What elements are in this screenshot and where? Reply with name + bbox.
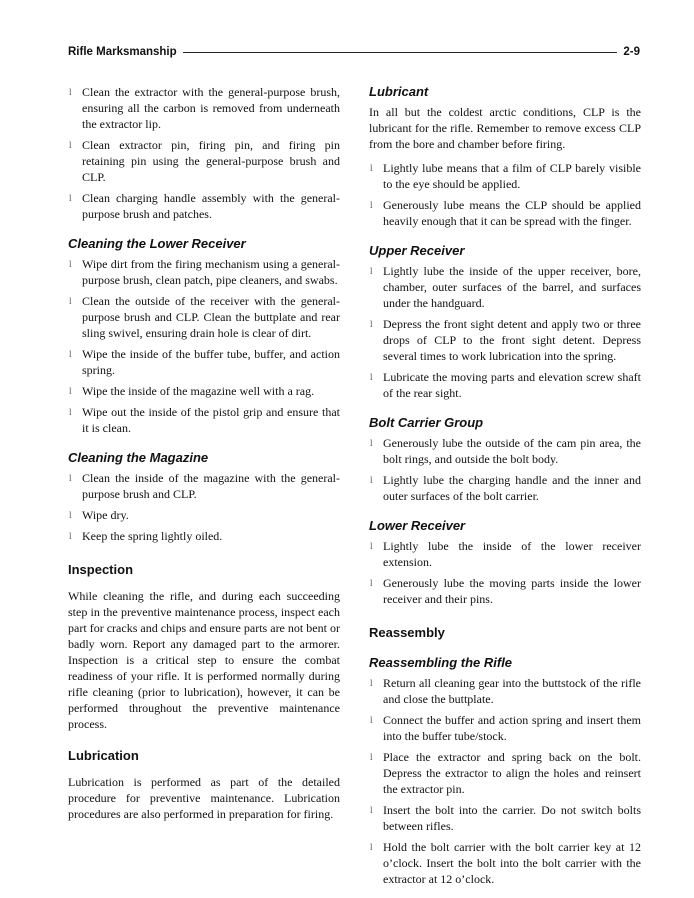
lubricant-bullets	[369, 160, 641, 229]
list-item	[68, 293, 340, 341]
list-item-text: Wipe out the inside of the pistol grip and ensure that it is clean.	[82, 405, 340, 435]
list-item	[68, 470, 340, 502]
lubricant-paragraph: In all but the coldest arctic conditions, CLP is the lubricant for the rifle. Remember to remove excess CLP from the bore and chamber before firing.	[369, 105, 641, 151]
left-column	[68, 84, 340, 830]
list-item	[68, 137, 340, 185]
bullet-icon: l	[370, 805, 373, 815]
bullet-icon: l	[370, 715, 373, 725]
list-item-text: Clean extractor pin, firing pin, and firing pin retaining pin using the general-purpose brush and CLP.	[82, 138, 340, 184]
bullet-icon: l	[69, 259, 72, 269]
list-item-text: Lightly lube the charging handle and the inner and outer surfaces of the bolt carrier.	[383, 473, 641, 503]
lower-receiver-bullets	[68, 256, 340, 436]
list-item-text: Wipe dry.	[82, 508, 129, 522]
list-item	[369, 749, 641, 797]
bullet-icon: l	[69, 473, 72, 483]
list-item-text: Clean the outside of the receiver with the general-purpose brush and CLP. Clean the buttplate and rear sling swivel, ensuring drain hole is clear of dirt.	[82, 294, 340, 340]
list-item	[68, 507, 340, 523]
list-item-text: Lightly lube the inside of the lower receiver extension.	[383, 539, 641, 569]
list-item-text: Lubricate the moving parts and elevation screw shaft of the rear sight.	[383, 370, 641, 400]
lower-receiver-lube-bullets	[369, 538, 641, 607]
list-item	[68, 256, 340, 288]
list-item-text: Wipe the inside of the buffer tube, buffer, and action spring.	[82, 347, 340, 377]
bullet-icon: l	[370, 752, 373, 762]
bullet-icon: l	[69, 349, 72, 359]
list-item-text: Keep the spring lightly oiled.	[82, 529, 223, 543]
heading-lower-receiver: Lower Receiver	[369, 518, 466, 533]
list-item	[68, 84, 340, 132]
list-item	[369, 675, 641, 707]
list-item	[369, 802, 641, 834]
bullet-icon: l	[370, 842, 373, 852]
list-item	[68, 190, 340, 222]
bullet-icon: l	[370, 438, 373, 448]
list-item-text: Insert the bolt into the carrier. Do not switch bolts between rifles.	[383, 803, 641, 833]
list-item-text: Clean the extractor with the general-purpose brush, ensuring all the carbon is removed from underneath the extractor lip.	[82, 85, 340, 131]
bullet-icon: l	[69, 193, 72, 203]
list-item	[369, 575, 641, 607]
list-item-text: Place the extractor and spring back on the bolt. Depress the extractor to align the holes and reinsert the extractor pin.	[383, 750, 641, 796]
heading-reassembly: Reassembly	[369, 625, 445, 640]
header-title: Rifle Marksmanship	[68, 46, 177, 58]
bullet-icon: l	[370, 319, 373, 329]
list-item	[369, 263, 641, 311]
list-item-text: Lightly lube means that a film of CLP barely visible to the eye should be applied.	[383, 161, 641, 191]
list-item-text: Clean charging handle assembly with the general-purpose brush and patches.	[82, 191, 340, 221]
bullet-icon: l	[370, 578, 373, 588]
inspection-paragraph: While cleaning the rifle, and during each succeeding step in the preventive maintenance process, inspect each part for cracks and chips and ensure parts are not bent or badly worn. Report any damaged part to the armorer. Inspection is a critical step to ensure the combat readiness of your rifle. It is performed normally during rifle cleaning (prior to lubrication), however, it can be performed throughout the preventive maintenance process.	[68, 589, 340, 731]
heading-inspection: Inspection	[68, 562, 134, 577]
list-item-text: Generously lube the outside of the cam pin area, the bolt rings, and outside the bolt body.	[383, 436, 641, 466]
page-number: 2-9	[623, 46, 640, 58]
bullet-icon: l	[370, 200, 373, 210]
bullet-icon: l	[370, 541, 373, 551]
list-item-text: Hold the bolt carrier with the bolt carrier key at 12 o’clock. Insert the bolt into the bolt carrier with the extractor at 12 o’clock.	[383, 840, 641, 886]
list-item-text: Return all cleaning gear into the buttstock of the rifle and close the buttplate.	[383, 676, 641, 706]
list-item-text: Wipe dirt from the firing mechanism using a general-purpose brush, clean patch, pipe cleaners, and swabs.	[82, 257, 340, 287]
bolt-carrier-bullets	[369, 435, 641, 504]
heading-lubricant: Lubricant	[369, 84, 429, 99]
reassembling-bullets	[369, 675, 641, 887]
magazine-bullets	[68, 470, 340, 544]
right-column	[369, 84, 641, 892]
list-item	[68, 346, 340, 378]
heading-upper-receiver: Upper Receiver	[369, 243, 465, 258]
upper-receiver-bullets	[369, 263, 641, 401]
header-rule	[183, 52, 618, 53]
list-item	[369, 472, 641, 504]
list-item-text: Depress the front sight detent and apply two or three drops of CLP to the front sight detent. Depress several times to work lubrication into the spring.	[383, 317, 641, 363]
list-item	[369, 435, 641, 467]
bullet-icon: l	[69, 510, 72, 520]
bullet-icon: l	[69, 140, 72, 150]
list-item	[369, 839, 641, 887]
bullet-icon: l	[370, 163, 373, 173]
bullet-icon: l	[370, 678, 373, 688]
list-item	[369, 316, 641, 364]
running-header	[68, 44, 640, 60]
heading-bolt-carrier-group: Bolt Carrier Group	[369, 415, 484, 430]
heading-cleaning-lower-receiver: Cleaning the Lower Receiver	[68, 236, 246, 251]
bullet-icon: l	[370, 266, 373, 276]
list-item	[369, 197, 641, 229]
bullet-icon: l	[69, 407, 72, 417]
list-item-text: Lightly lube the inside of the upper receiver, bore, chamber, outer surfaces of the barrel, and surfaces under the handguard.	[383, 264, 641, 310]
bullet-icon: l	[69, 87, 72, 97]
bullet-icon: l	[69, 386, 72, 396]
list-item	[68, 383, 340, 399]
bullet-icon: l	[69, 531, 72, 541]
list-item-text: Wipe the inside of the magazine well with a rag.	[82, 384, 315, 398]
bullet-icon: l	[69, 296, 72, 306]
list-item-text: Clean the inside of the magazine with the general-purpose brush and CLP.	[82, 471, 340, 501]
heading-lubrication: Lubrication	[68, 748, 139, 763]
list-item	[68, 528, 340, 544]
bullet-icon: l	[370, 372, 373, 382]
heading-reassembling-rifle: Reassembling the Rifle	[369, 655, 513, 670]
list-item	[369, 712, 641, 744]
bullet-icon: l	[370, 475, 373, 485]
list-item	[369, 538, 641, 570]
list-item-text: Generously lube the moving parts inside the lower receiver and their pins.	[383, 576, 641, 606]
intro-bullets	[68, 84, 340, 222]
list-item	[369, 369, 641, 401]
list-item	[68, 404, 340, 436]
lubrication-paragraph: Lubrication is performed as part of the detailed procedure for preventive maintenance. Lubrication procedures are also performed in preparation for firing.	[68, 775, 340, 821]
heading-cleaning-magazine: Cleaning the Magazine	[68, 450, 209, 465]
list-item-text: Connect the buffer and action spring and insert them into the buffer tube/stock.	[383, 713, 641, 743]
list-item-text: Generously lube means the CLP should be applied heavily enough that it can be spread with the finger.	[383, 198, 641, 228]
list-item	[369, 160, 641, 192]
